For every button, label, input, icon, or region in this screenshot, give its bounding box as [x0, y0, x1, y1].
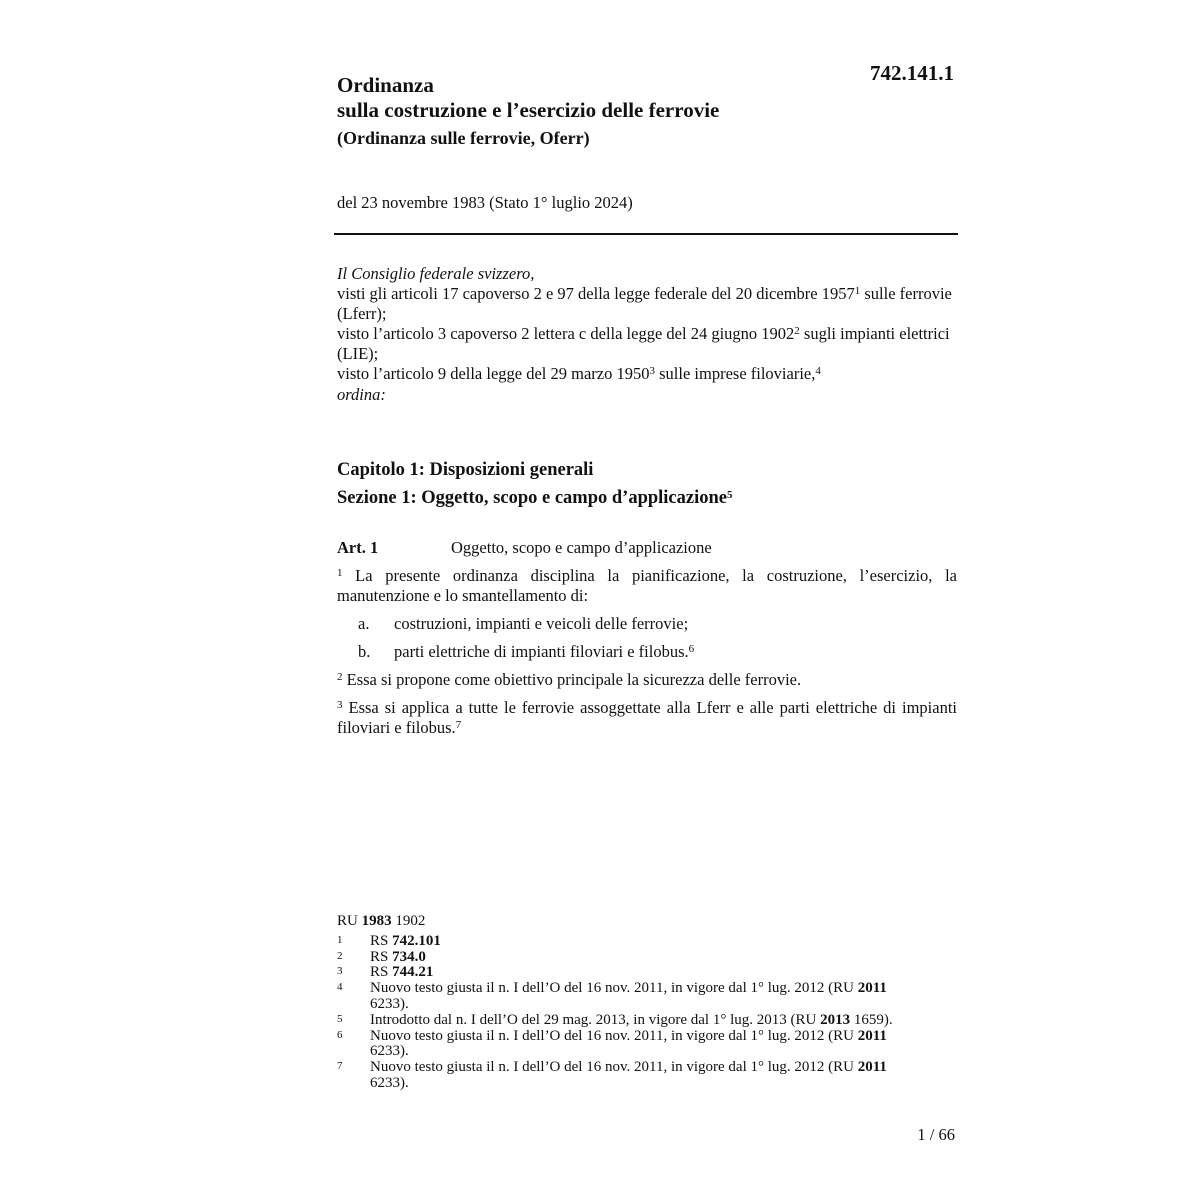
document-subtitle: (Ordinanza sulle ferrovie, Oferr) [337, 128, 590, 148]
footnote: 6 Nuovo testo giusta il n. I dell’O del 16 nov. 2011, in vigore dal 1° lug. 2012 (RU 2011 6233). [337, 1027, 887, 1060]
footnote-ref[interactable]: 2 [794, 325, 800, 337]
page-indicator: 1 / 66 [917, 1125, 955, 1144]
preamble-authority: Il Consiglio federale svizzero, [337, 264, 535, 283]
footnote-ref[interactable]: 1 [854, 285, 861, 297]
document-number: 742.141.1 [870, 61, 954, 85]
footnotes [337, 914, 957, 1092]
preamble [337, 264, 957, 405]
footnote-ref[interactable]: 4 [815, 365, 821, 377]
footnote-ref[interactable]: 6 [688, 643, 695, 655]
article-paragraph: $^1$ La presente ordinanza disciplina la pianificazione, la costruzione, l’esercizio, la manutenzione e lo smantellamento di: [337, 566, 957, 605]
document-date: del 23 novembre 1983 (Stato 1° luglio 2024) [337, 193, 633, 212]
preamble-line: visto l’articolo 3 capoverso 2 lettera c della legge del 24 giugno 1902$^2$ sugli impianti elettrici (LIE); [337, 324, 950, 363]
footnote-ref[interactable]: 7 [455, 719, 462, 731]
footnote: 5 Introdotto dal n. I dell’O del 29 mag. 2013, in vigore dal 1° lug. 2013 (RU 2013 1659). [337, 1011, 893, 1028]
footnote: 3 RS 744.21 [337, 964, 434, 981]
article-paragraph: $^2$ Essa si propone come obiettivo principale la sicurezza delle ferrovie. [337, 670, 802, 689]
preamble-line: visto l’articolo 9 della legge del 29 marzo 1950$^3$ sulle imprese filoviarie,$^4$ [337, 364, 821, 383]
preamble-decree: ordina: [337, 385, 386, 404]
chapter-heading: Capitolo 1: Disposizioni generali [337, 460, 594, 480]
footnote: 1 RS 742.101 [337, 932, 441, 949]
footnote-ref[interactable]: 3 [649, 365, 655, 377]
footnote: 4 Nuovo testo giusta il n. I dell’O del 16 nov. 2011, in vigore dal 1° lug. 2012 (RU 2011 6233). [337, 980, 887, 1012]
preamble-line: visti gli articoli 17 capoverso 2 e 97 della legge federale del 20 dicembre 1957$^1$ sulle ferrovie (Lferr); [337, 284, 952, 323]
header-divider [334, 233, 958, 235]
article-number: Art. 1 [337, 538, 379, 557]
list-item: a. costruzioni, impianti e veicoli delle ferrovie; [358, 614, 689, 633]
section-heading: Sezione 1: Oggetto, scopo e campo d’applicazione$^5$ [337, 488, 733, 508]
article-header [337, 538, 957, 558]
footnote: 7 Nuovo testo giusta il n. I dell’O del 16 nov. 2011, in vigore dal 1° lug. 2012 (RU 2011 6233). [337, 1059, 887, 1091]
title-block [337, 73, 897, 149]
official-collection-ref: RU 1983 1902 [337, 913, 426, 929]
article-paragraph: $^3$ Essa si applica a tutte le ferrovie assoggettate alla Lferr e alle parti elettriche di impianti filoviari e filobus.$^7$ [337, 698, 957, 737]
list-item: b. parti elettriche di impianti filoviari e filobus.$^6$ [358, 642, 695, 661]
article-heading: Oggetto, scopo e campo d’applicazione [451, 538, 712, 557]
footnote-ref[interactable]: 5 [727, 489, 733, 501]
document-title: Ordinanza [337, 73, 434, 97]
document-title-line2: sulla costruzione e l’esercizio delle ferrovie [337, 98, 720, 122]
footnote: 2 RS 734.0 [337, 948, 426, 965]
article-1 [337, 538, 957, 738]
